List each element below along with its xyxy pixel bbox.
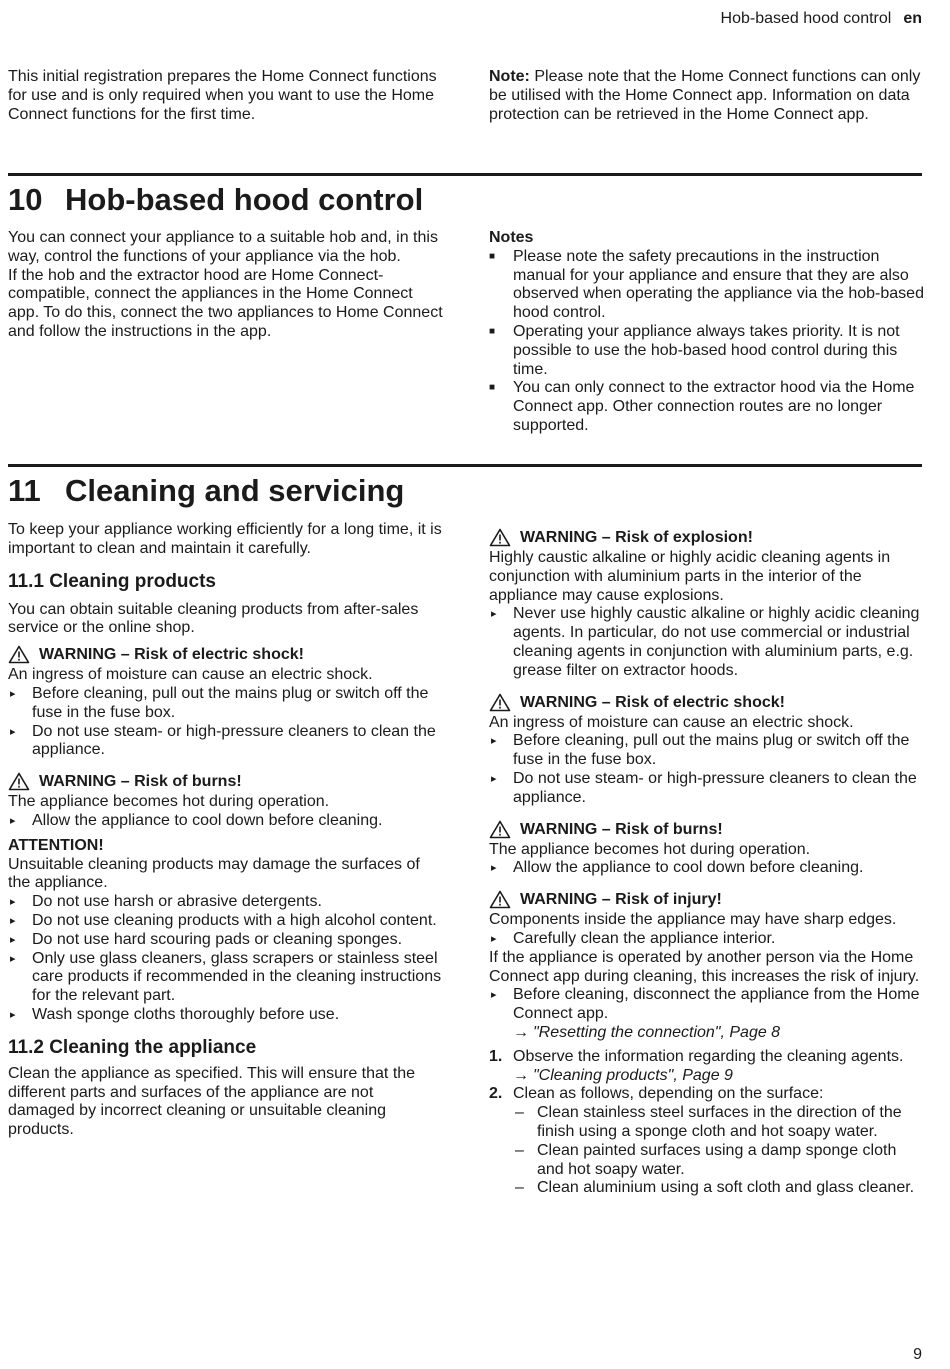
attention-text: Unsuitable cleaning products may damage the surfaces of the appliance. — [8, 855, 420, 892]
list-item: ▸ Do not use steam- or high-pressure cleaners to clean the appliance. — [489, 770, 925, 808]
step-number: 1. — [489, 1047, 503, 1065]
step-text: Clean as follows, depending on the surface: — [513, 1085, 824, 1103]
warning-list — [489, 986, 925, 1042]
list-item: ▸ Allow the appliance to cool down before cleaning. — [489, 859, 925, 878]
note-label: Note: — [489, 68, 530, 85]
intro-left-text: This initial registration prepares the Home Connect functions for use and is only required when you want to use the Home Connect functions for the first time. — [8, 68, 437, 123]
s111-text: You can obtain suitable cleaning products from after-sales service or the online shop. — [8, 600, 419, 637]
warning-triangle-icon — [8, 772, 30, 791]
list-item: ▸ Do not use hard scouring pads or cleaning sponges. — [8, 931, 444, 950]
attention-list — [8, 893, 444, 1025]
warning-list — [489, 605, 925, 680]
warning-title: WARNING – Risk of explosion! — [520, 529, 753, 546]
list-item — [489, 986, 925, 1042]
running-header — [721, 10, 922, 29]
attention-title: ATTENTION! — [8, 836, 104, 854]
surface-list — [513, 1104, 925, 1198]
section-11-left-column — [8, 521, 444, 1140]
warning-list — [8, 685, 444, 760]
section-10-title: Hob-based hood control — [65, 182, 424, 217]
page-number: 9 — [913, 1346, 922, 1364]
s10-paragraph-2: If the hob and the extractor hood are Home Connect-compatible, connect the appliances in the Home Connect app. To do this, connect the two appliances to Home Connect and follow the instructions in the app. — [8, 266, 443, 340]
cleaning-steps — [489, 1048, 925, 1198]
list-item: ▸ Before cleaning, pull out the mains plug or switch off the fuse in the fuse box. — [489, 732, 925, 770]
warning-title: WARNING – Risk of burns! — [520, 820, 723, 838]
list-item: ▸ Before cleaning, pull out the mains plug or switch off the fuse in the fuse box. — [8, 685, 444, 723]
warning-explosion — [489, 528, 925, 547]
cross-reference-text: "Resetting the connection", Page 8 — [533, 1023, 781, 1041]
warning-text: The appliance becomes hot during operation. — [8, 793, 330, 811]
arrow-icon: → — [513, 1066, 529, 1084]
warning-electric-shock — [8, 645, 444, 664]
step-text: Observe the information regarding the cleaning agents. — [513, 1047, 904, 1065]
warning-burns — [489, 820, 925, 839]
warning-text: The appliance becomes hot during operation. — [489, 840, 811, 858]
list-item: ▸ Never use highly caustic alkaline or highly acidic cleaning agents. In particular, do not use commercial or industrial cleaning agents in conjunction with aluminium parts, e.g. grease filter on extractor hoods. — [489, 605, 925, 680]
warning-injury — [489, 890, 925, 909]
warning-list — [489, 859, 925, 878]
warning-list — [489, 930, 925, 949]
section-11-title: Cleaning and servicing — [65, 473, 405, 508]
warning-list — [8, 812, 444, 831]
section-11-heading — [8, 473, 404, 509]
list-item: ▸ Allow the appliance to cool down before cleaning. — [8, 812, 444, 831]
s112-text: Clean the appliance as specified. This will ensure that the different parts and surfaces of the appliance are not damaged by incorrect cleaning or unsuitable cleaning products. — [8, 1064, 416, 1139]
step-item — [489, 1048, 925, 1086]
note-text: Please note that the Home Connect functions can only be utilised with the Home Connect app. Information on data protection can be retrieved in the Home Connect app. — [489, 68, 921, 123]
warning-list — [489, 732, 925, 807]
s10-paragraph-1: You can connect your appliance to a suitable hob and, in this way, control the functions of your appliance via the hob. — [8, 229, 438, 265]
warning-electric-shock — [489, 693, 925, 712]
list-item: ▸ Do not use steam- or high-pressure cleaners to clean the appliance. — [8, 723, 444, 761]
warning-title: WARNING – Risk of electric shock! — [520, 693, 785, 711]
list-item: ■ Operating your appliance always takes priority. It is not possible to use the hob-based hood control during this time. — [489, 323, 925, 379]
list-item: ▸ Wash sponge cloths thoroughly before use. — [8, 1006, 444, 1025]
warning-triangle-icon — [489, 890, 511, 909]
warning-title: WARNING – Risk of injury! — [520, 891, 722, 909]
list-item: ▸ Only use glass cleaners, glass scrapers or stainless steel care products if recommended in the cleaning instructions for the relevant part. — [8, 950, 444, 1006]
warning-text: If the appliance is operated by another person via the Home Connect app during cleaning, this increases the risk of injury. — [489, 948, 920, 985]
warning-title: WARNING – Risk of electric shock! — [39, 646, 304, 664]
section-10-rule — [8, 173, 922, 176]
s111-heading: 11.1 Cleaning products — [8, 570, 216, 592]
notes-list — [489, 248, 925, 436]
step-number: 2. — [489, 1085, 503, 1103]
warning-triangle-icon — [8, 645, 30, 664]
cross-reference-link[interactable] — [513, 1024, 780, 1041]
section-11-number: 11 — [8, 473, 41, 508]
list-item: – Clean painted surfaces using a damp sponge cloth and hot soapy water. — [513, 1142, 925, 1180]
s11-intro: To keep your appliance working efficiently for a long time, it is important to clean and maintain it carefully. — [8, 521, 442, 557]
section-11-rule — [8, 464, 922, 467]
cross-reference-text: "Cleaning products", Page 9 — [533, 1066, 733, 1084]
section-10-heading — [8, 182, 423, 218]
list-item: – Clean stainless steel surfaces in the direction of the finish using a sponge cloth and hot soapy water. — [513, 1104, 925, 1142]
warning-text: An ingress of moisture can cause an electric shock. — [489, 713, 854, 731]
warning-triangle-icon — [489, 820, 511, 839]
language-code: en — [903, 10, 922, 27]
list-item: – Clean aluminium using a soft cloth and glass cleaner. — [513, 1179, 925, 1198]
warning-triangle-icon — [489, 528, 511, 547]
list-item: ▸ Carefully clean the appliance interior. — [489, 930, 925, 949]
list-item: ▸ Do not use harsh or abrasive detergents. — [8, 893, 444, 912]
warning-title: WARNING – Risk of burns! — [39, 773, 242, 791]
warning-text: Components inside the appliance may have sharp edges. — [489, 911, 897, 929]
running-header-title: Hob-based hood control — [720, 10, 892, 27]
warning-text: An ingress of moisture can cause an electric shock. — [8, 666, 373, 684]
list-item: ■ You can only connect to the extractor hood via the Home Connect app. Other connection routes are no longer supported. — [489, 379, 925, 435]
arrow-icon: → — [513, 1023, 529, 1041]
section-11-right-column — [489, 521, 925, 1198]
warning-burns — [8, 772, 444, 791]
warning-triangle-icon — [489, 693, 511, 712]
list-item: ▸ Do not use cleaning products with a high alcohol content. — [8, 912, 444, 931]
list-item-text: Before cleaning, disconnect the appliance from the Home Connect app. — [513, 986, 920, 1023]
s112-heading: 11.2 Cleaning the appliance — [8, 1036, 257, 1058]
cross-reference-link[interactable] — [513, 1067, 733, 1084]
section-10-number: 10 — [8, 182, 43, 217]
notes-label: Notes — [489, 229, 534, 246]
step-item — [489, 1085, 925, 1198]
warning-text: Highly caustic alkaline or highly acidic cleaning agents in conjunction with aluminium parts in the interior of the appliance may cause explosions. — [489, 549, 891, 604]
intro-note — [489, 68, 925, 124]
list-item: ■ Please note the safety precautions in the instruction manual for your appliance and ensure that they are also observed when operating the appliance via the hob-based hood control. — [489, 248, 925, 323]
